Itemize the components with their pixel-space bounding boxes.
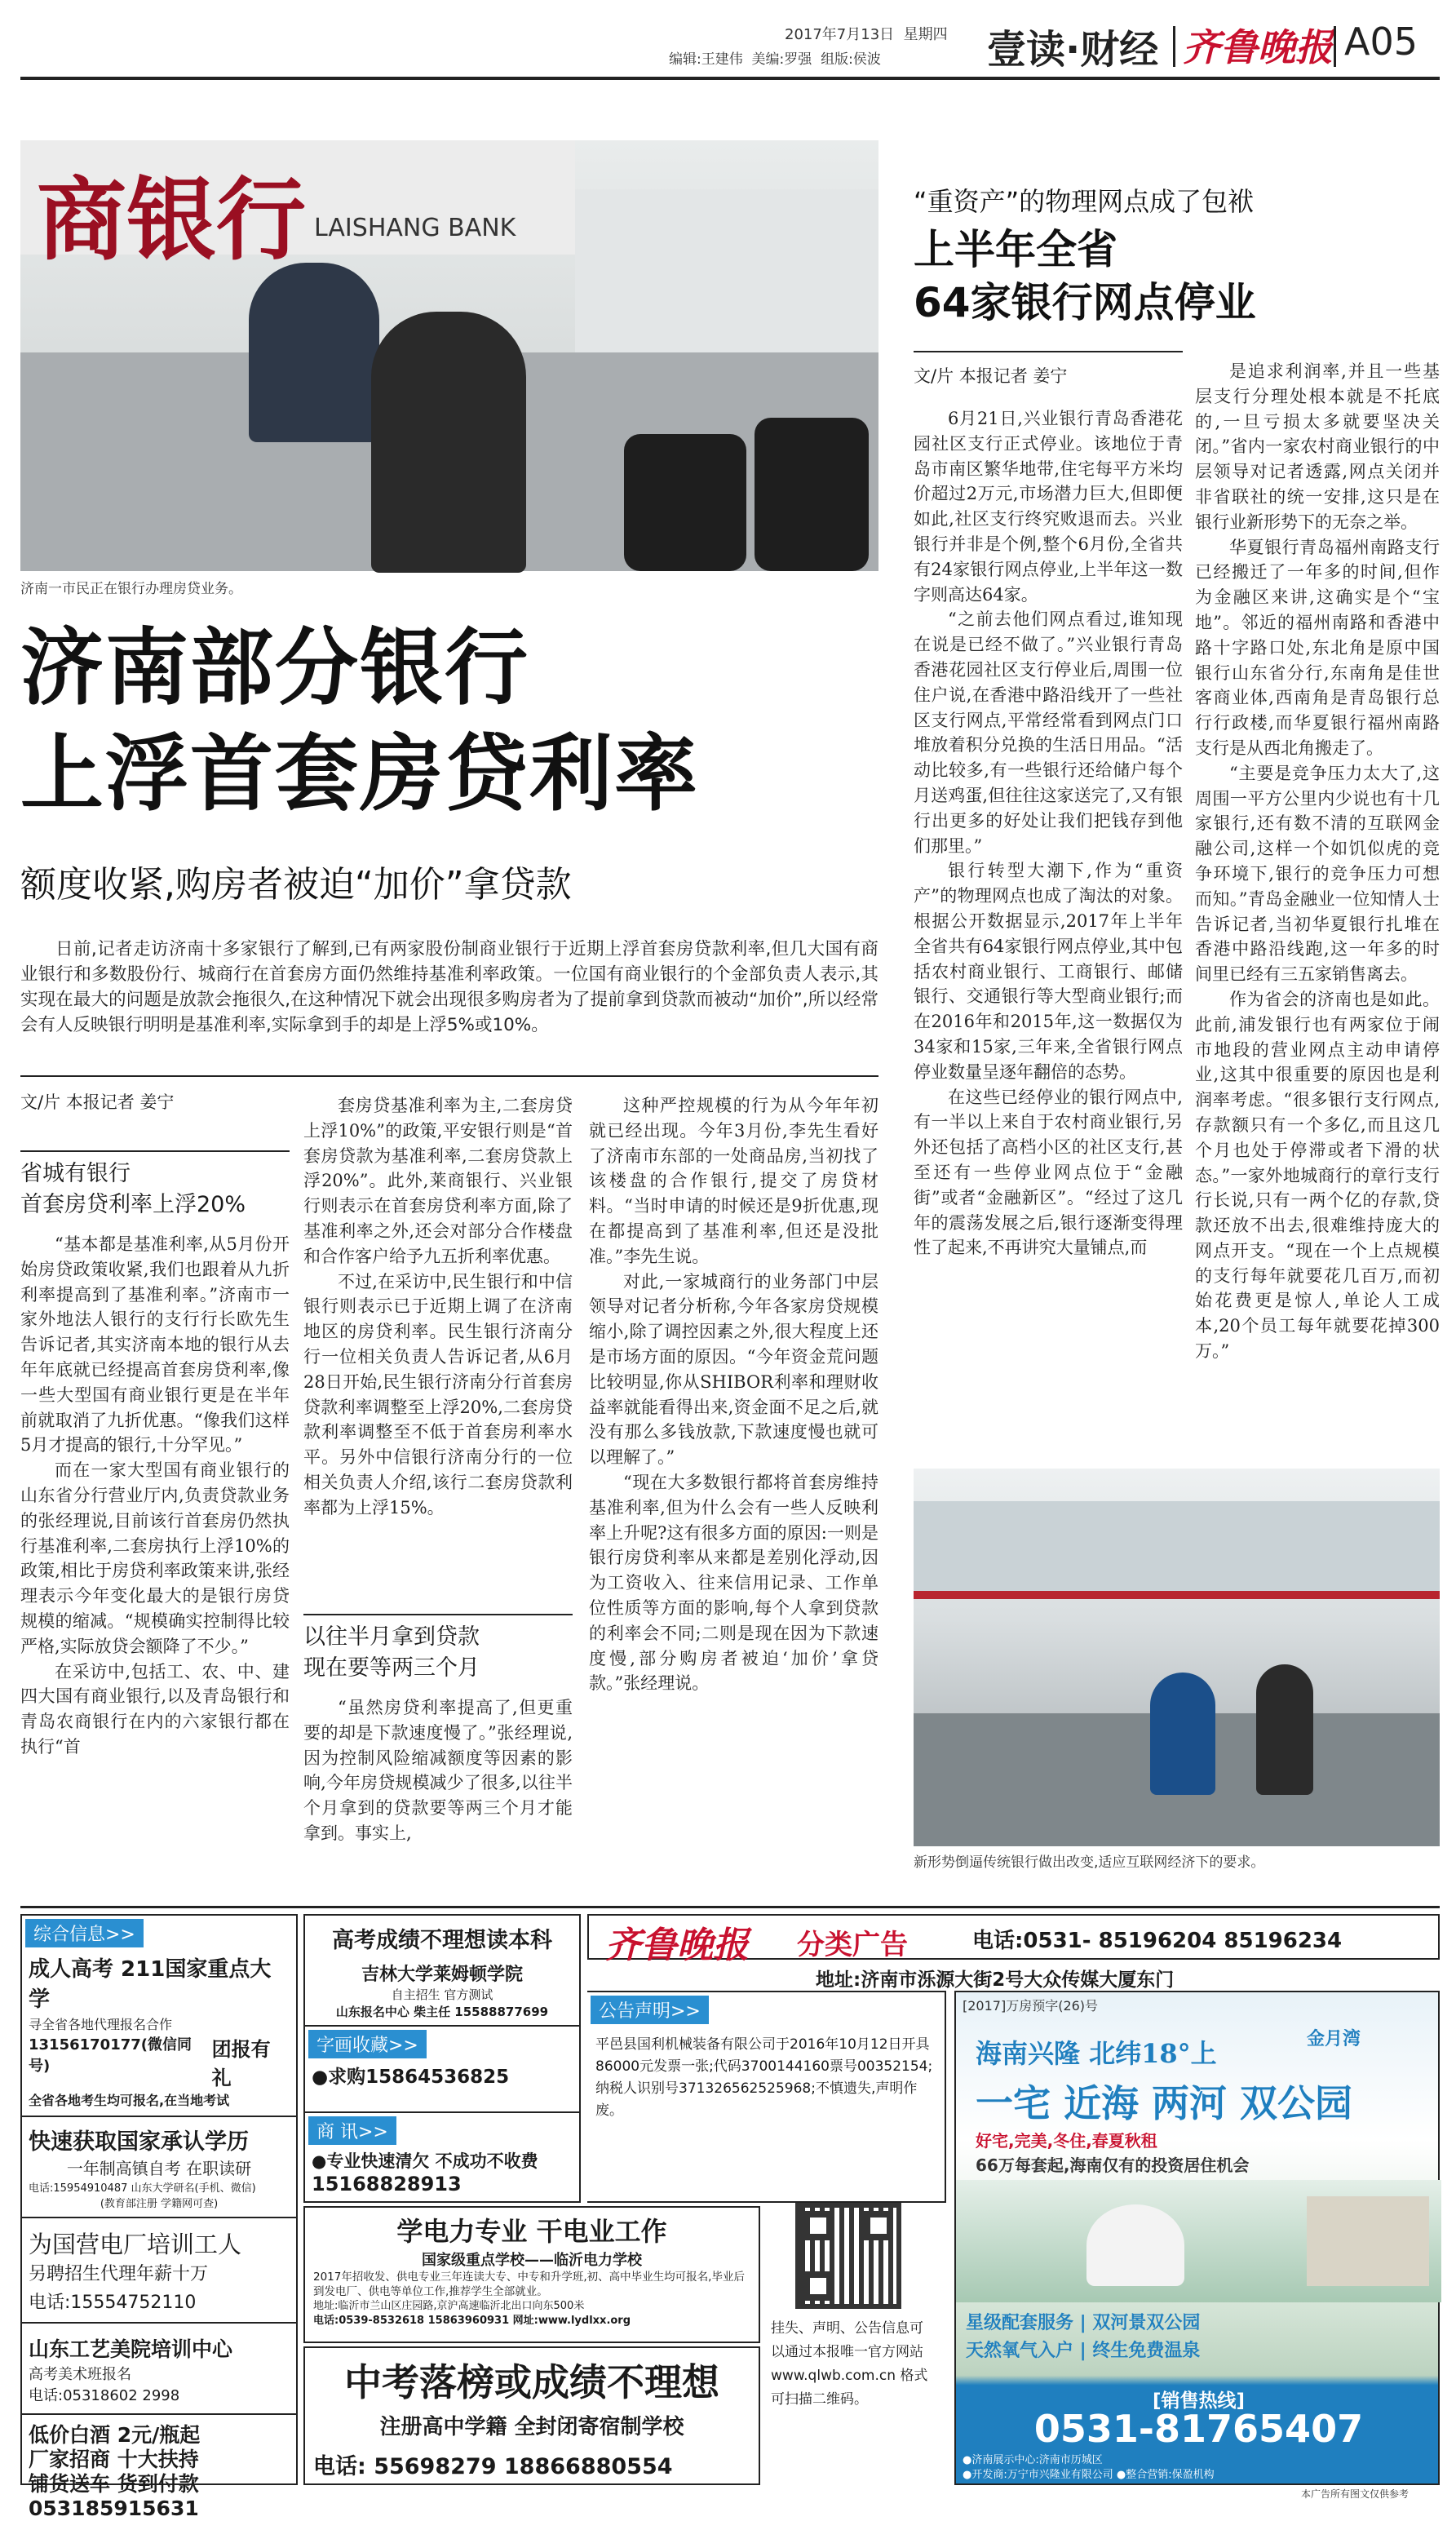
ad1-line5: 全省各地考生均可报名,在当地考试 — [22, 2090, 296, 2117]
masthead-divider — [1173, 26, 1175, 67]
ad-zhongkao — [303, 2346, 760, 2485]
photo-chair-2 — [755, 418, 869, 571]
ad1-row — [22, 2033, 296, 2090]
ad1-line2: 寻全省各地代理报名合作 — [29, 2017, 173, 2032]
main-c3-p2: 对此,一家城商行的业务部门中层领导对记者分析称,今年各家房贷规模缩小,除了调控因素之外,很大程度上还是市场方面的原因。“今年资金荒问题比较明显,你从SHIBOR利率和理财收益率就能看得出来,资金面不足之后,就没有那么多钱放款,下款速度慢也就可以理解了。” — [589, 1271, 878, 1468]
re-line6: 天然氧气入户 | 终生免费温泉 — [966, 2341, 1201, 2361]
zk-line3: 电话: 55698279 18866880554 — [313, 2454, 673, 2479]
re-brand: 金月湾 — [1307, 2029, 1361, 2049]
masthead-divider-2 — [1334, 26, 1336, 67]
re-line5: 星级配套服务 | 双河景双公园 — [966, 2313, 1201, 2333]
side-cb-p1: 是追求利润率,并且一些基层支行分理处根本就是不托底的,一旦亏损太多就要坚决关闭。”省内一家农村商业银行的中层领导对记者透露,网点关闭并非省联社的统一安排,这只是在银行业新形势下的无奈之举。 — [1195, 361, 1440, 532]
qr-code[interactable] — [795, 2203, 901, 2309]
ad2-line2: 一年制高镇自考 在职读研 — [66, 2159, 252, 2178]
re-hotline: 0531-81765407 — [1033, 2407, 1364, 2451]
ad4-line3: 电话:05318602 2998 — [22, 2384, 296, 2415]
ad-notice — [587, 1991, 946, 2203]
qr-finder-3 — [803, 2271, 833, 2301]
main-photo — [20, 140, 878, 571]
main-c3-p1: 这种严控规模的行为从今年年初就已经出现。今年3月份,李先生看好了济南市东部的一处商品房,当初找了该楼盘的合作银行,提交了房贷材料。“当时申请的时候还是9折优惠,现在都提高到了基准利率,但还是没批准。”李先生说。 — [589, 1096, 878, 1266]
ad4-line1: 山东工艺美院培训中心 — [29, 2337, 233, 2361]
side-photo-person-1 — [1150, 1673, 1215, 1795]
ads-top-rule — [20, 1906, 1440, 1908]
main-lead-text: 日前,记者走访济南十多家银行了解到,已有两家股份制商业银行于近期上浮首套房贷款利率,但几大国有商业银行和多数股份行、城商行在首套房方面仍然维持基准利率政策。一位国有商业银行的个金部负责人表示,其实现在最大的问题是放款会拖很久,在这种情况下就会出现很多购房者为了提前拿到贷款而被动“加价”,所以经常会有人反映银行明明是基准利率,实际拿到手的却是上浮5%或10%。 — [20, 939, 878, 1035]
side-column-a — [914, 406, 1183, 1467]
re-line9: ●济南展示中心:济南市历城区 — [963, 2454, 1103, 2466]
classified-address: 地址:济南市泺源大街2号大众传媒大厦东门 — [816, 1969, 1175, 1991]
main-photo-caption: 济南一市民正在银行办理房贷业务。 — [20, 581, 242, 597]
masthead-editor: 编辑:王建伟 — [669, 51, 743, 68]
main-lead — [20, 937, 878, 1038]
main-title-line2: 上浮首套房贷利率 — [20, 726, 699, 823]
re-line3: 好宅,完美,冬住,春夏秋租 — [976, 2131, 1157, 2151]
masthead-date-line — [785, 23, 972, 44]
masthead-logo: 齐鲁晚报 — [1183, 25, 1333, 69]
ad1-line1: 成人高考 211国家重点大学 — [29, 1957, 272, 2012]
ad-tag-notice: 公告声明>> — [591, 1996, 709, 2024]
masthead-date: 2017年7月13日 — [785, 26, 895, 43]
ad-tag-zixun: 字画收藏>> — [308, 2030, 427, 2058]
shangxun-line2: 15168828913 — [312, 2173, 462, 2195]
re-building — [1307, 2196, 1429, 2286]
zk-line1: 中考落榜或成绩不理想 — [344, 2360, 719, 2404]
re-deer-icon — [1086, 2204, 1184, 2286]
side-column-b — [1195, 359, 1440, 1469]
ad-tag-zonghe: 综合信息>> — [25, 1919, 144, 1947]
ad5-line1: 低价白酒 2元/瓶起 — [29, 2423, 201, 2447]
main-c1-p2: 而在一家大型国有商业银行的山东省分行营业厅内,负责贷款业务的张经理说,目前该行首套房仍然执行基准利率,二套房执行上浮10%的政策,相比于房贷利率政策来讲,张经理表示今年变化最大的是银行房贷规模的缩减。“规模确实控制得比较严格,实际放贷会额降了不少。” — [20, 1460, 290, 1656]
side-photo — [914, 1469, 1440, 1846]
main-byline: 文/片 本报记者 姜宁 — [20, 1092, 175, 1112]
ad5-line4: 053185915631 — [29, 2497, 199, 2520]
ad4-line2: 高考美术班报名 — [29, 2366, 131, 2383]
side-photo-person-2 — [1256, 1664, 1313, 1795]
ad-real-estate — [954, 1991, 1440, 2485]
ad2-line3: 电话:15954910487 山东大学研名(手机、微信) — [29, 2182, 256, 2195]
masthead-section: 壹读·财经 — [987, 27, 1159, 73]
main-subtitle: 额度收紧,购房者被迫“加价”拿贷款 — [20, 864, 572, 906]
main-column-1 — [20, 1232, 290, 1901]
ad3-line1: 为国营电厂培训工人 — [29, 2231, 242, 2258]
photo-person-customer — [371, 312, 526, 573]
classified-header — [587, 1914, 1440, 1966]
mid-ad-line1: 高考成绩不理想读本科 — [332, 1928, 552, 1953]
main-subhead-1: 省城有银行 首套房贷利率上浮20% — [20, 1150, 290, 1221]
ad-column-mid-top — [303, 1914, 581, 2113]
side-rule — [914, 351, 1183, 352]
re-line10: ●开发商:万宁市兴隆业有限公司 ●整合营销:保盈机构 — [963, 2469, 1215, 2481]
masthead-proof: 组版:侯波 — [821, 51, 881, 68]
bank-sign-text: 商银行 — [37, 168, 306, 272]
qr-finder-2 — [864, 2211, 893, 2240]
qr-finder-1 — [803, 2211, 833, 2240]
shangxun-line1: ●专业快速清欠 不成功不收费 — [312, 2151, 538, 2171]
re-line7: [销售热线] — [1152, 2390, 1246, 2412]
page-number: A05 — [1344, 20, 1418, 64]
side-ca-p4: 在这些已经停业的银行网点中,有一半以上来自于农村商业银行,另外还包括了高档小区的社区支行,甚至还有一些停业网点位于“金融街”或者“金融新区”。“经过了这几年的震荡发展之后,银行逐渐变得理性了起来,不再讲究大量铺点,而 — [914, 1087, 1183, 1258]
ad1-line3: 13156170177(微信同号) — [29, 2036, 192, 2075]
photo-chair — [624, 434, 746, 571]
elec-line3: 2017年招收发、供电专业三年连读大专、中专和升学班,初、高中毕业生均可报名,毕业后到发电厂、供电等单位工作,推荐学生全部就业。 — [313, 2271, 745, 2298]
side-photo-banner — [914, 1591, 1440, 1599]
side-title-line2: 64家银行网点停业 — [914, 279, 1256, 326]
mid-ad-line3: 自主招生 官方测试 — [391, 1987, 493, 2002]
qr-caption: 挂失、声明、公告信息可以通过本报唯一官方网站 www.qlwb.com.cn 格式可扫描二维码。 — [771, 2320, 928, 2408]
main-column-3 — [589, 1093, 878, 1901]
main-c3-p3: “现在大多数银行都将首套房维持基准利率,但为什么会有一些人反映利率上升呢?这有很多方面的原因:一则是银行房贷利率从来都是差别化浮动,因为工资收入、往来信用记录、工作单位性质等方面的影响,每个人拿到贷款的利率会不同;二则是现在因为下款速度慢,部分购房者被迫‘加价’拿贷款。”张经理说。 — [589, 1472, 878, 1694]
bank-sign-en: LAISHANG BANK — [314, 214, 516, 242]
main-c2-p1: 套房贷基准利率为主,二套房贷上浮10%”的政策,平安银行则是“首套房贷款为基准利率,二套房贷款上浮20%”。此外,莱商银行、兴业银行则表示在首套房贷利率方面,除了基准利率之外,还会对部分合作楼盘和合作客户给予九五折利率优惠。 — [303, 1096, 573, 1266]
main-c2-p2: 不过,在采访中,民生银行和中信银行则表示已于近期上调了在济南地区的房贷利率。民生银行济南分行一位相关负责人告诉记者,从6月28日开始,民生银行济南分行首套房贷款利率调整至上浮20%,二套房贷款利率调整至不低于首套房利率水平。另外中信银行济南分行的一位相关负责人介绍,该行二套房贷款利率都为上浮15%。 — [303, 1271, 573, 1517]
zk-line2: 注册高中学籍 全封闭寄宿制学校 — [379, 2415, 684, 2439]
main-title-line1: 济南部分银行 — [20, 620, 529, 717]
classified-logo: 齐鲁晚报 — [605, 1925, 749, 1966]
mid-ad-line2: 吉林大学莱姆顿学院 — [361, 1965, 523, 1985]
ad-tag-shangxun: 商 讯>> — [308, 2116, 396, 2145]
main-c2b-p1: “虽然房贷利率提高了,但更重要的却是下款速度慢了。”张经理说,因为控制风险缩减额度等因素的影响,今年房贷规模减少了很多,以往半个月拿到的贷款要等两三个月才能拿到。事实上, — [303, 1698, 573, 1843]
ad5-line2: 厂家招商 十大扶持 — [29, 2448, 199, 2471]
elec-line4: 地址:临沂市兰山区庄园路,京沪高速临沂北出口向东500米 — [313, 2300, 585, 2312]
side-kicker: “重资产”的物理网点成了包袱 — [914, 186, 1255, 217]
side-ca-p1: 6月21日,兴业银行青岛香港花园社区支行正式停业。该地位于青岛市南区繁华地带,住宅每平方米均价超过2万元,市场潜力巨大,但即便如此,社区支行终究败退而去。兴业银行并非是个例,整个6月份,全省共有24家银行网点停业,上半年这一数字则高达64家。 — [914, 409, 1183, 605]
masthead-weekday: 星期四 — [903, 26, 948, 43]
zixun-line1: ●求购15864536825 — [312, 2067, 510, 2088]
side-cb-p4: 作为省会的济南也是如此。此前,浦发银行也有两家位于闹市地段的营业网点主动申请停业,这其中很重要的原因也是利润率考虑。“很多银行支行网点,存款额只有一个多亿,而且这几个月也处于停滞或者下滑的状态。”一家外地城商行的章行支行行长说,只有一两个亿的存款,贷款还放不出去,很难维持庞大的网点开支。“现在一个上点规模的支行每年就要花几百万,而初始花费更是惊人,单论人工成本,20个员工每年就要花掉300万。” — [1195, 989, 1440, 1362]
re-scene — [956, 2180, 1441, 2302]
main-subhead-2: 以往半月拿到贷款 现在要等两三个月 — [303, 1614, 573, 1684]
elec-line5: 电话:0539-8532618 15863960931 网址:www.lydlxx.org — [313, 2315, 631, 2327]
ad-electric — [303, 2206, 760, 2343]
photo-person-teller — [249, 263, 379, 442]
side-cb-p2: 华夏银行青岛福州南路支行已经搬迁了一年多的时间,但作为金融区来讲,这确实是个“宝地”。邻近的福州南路和香港中路十字路口处,东北角是原中国银行山东省分行,东南角是佳世客商业体,西南角是青岛银行总行行政楼,而华夏银行福州南路支行是从西北角搬走了。 — [1195, 537, 1440, 758]
re-line1: 海南兴隆 北纬18°上 — [976, 2038, 1217, 2069]
re-disclaimer: 本广告所有图文仅供参考 — [1301, 2488, 1410, 2500]
side-title-line1: 上半年全省 — [914, 226, 1117, 273]
masthead-rule — [20, 77, 1440, 80]
ad3-line2: 另聘招生代理年薪十万 — [29, 2264, 209, 2284]
lead-rule — [20, 1075, 878, 1077]
main-column-2a — [303, 1093, 573, 1591]
classified-tel: 电话:0531- 85196204 85196234 — [972, 1929, 1343, 1953]
main-c1-p3: 在采访中,包括工、农、中、建四大国有商业银行,以及青岛银行和青岛农商银行在内的六家银行都在执行“首 — [20, 1661, 290, 1757]
re-line4: 66万每套起,海南仅有的投资居住机会 — [976, 2155, 1250, 2175]
masthead-credits — [669, 47, 979, 68]
side-byline: 文/片 本报记者 姜宁 — [914, 366, 1068, 386]
main-c1-p1: “基本都是基准利率,从5月份开始房贷政策收紧,我们也跟着从九折利率提高到了基准利率。”济南市一家外地法人银行的支行行长欧先生告诉记者,其实济南本地的银行从去年年底就已经提高首套房贷利率,像一些大型国有商业银行更是在半年前就取消了九折优惠。“像我们这样5月才提高的银行,十分罕见。” — [20, 1234, 290, 1455]
elec-line2: 国家级重点学校——临沂电力学校 — [422, 2252, 642, 2269]
side-cb-p3: “主要是竞争压力太大了,这周围一平方公里内少说也有十几家银行,还有数不清的互联网金融公司,这样一个如饥似虎的竞争环境下,银行的竞争压力可想而知。”青岛金融业一位知情人士告诉记者,当初华夏银行扎堆在香港中路沿线跑,这一年多的时间里已经有三五家销售离去。 — [1195, 763, 1440, 985]
ad-shangxun — [303, 2113, 581, 2203]
re-line2: 一宅 近海 两河 双公园 — [976, 2081, 1353, 2125]
ad-column-left — [20, 1914, 298, 2520]
ad2-line1: 快速获取国家承认学历 — [29, 2129, 249, 2155]
main-column-2b — [303, 1695, 573, 1899]
ad2-line4: (教育部注册 学籍网可查) — [22, 2195, 296, 2218]
side-photo-caption: 新形势倒逼传统银行做出改变,适应互联网经济下的要求。 — [914, 1854, 1265, 1871]
mid-ad-line4: 山东报名中心 柴主任 15588877699 — [305, 2003, 579, 2027]
re-permit: [2017]万房预字(26)号 — [963, 1998, 1099, 2014]
ad5-line3: 铺货送车 货到付款 — [29, 2472, 199, 2496]
masthead-designer: 美编:罗强 — [751, 51, 812, 68]
side-ca-p3: 银行转型大潮下,作为“重资产”的物理网点也成了淘汰的对象。根据公开数据显示,2017年上半年全省共有64家银行网点停业,其中包括农村商业银行、工商银行、邮储银行、交通银行等大型商业银行;而在2016年和2015年,这一数据仅为34家和15家,三年来,全省银行网点停业数量呈逐年翻倍的态势。 — [914, 861, 1183, 1082]
side-photo-windows — [914, 1501, 1440, 1591]
side-ca-p2: “之前去他们网点看过,谁知现在说是已经不做了。”兴业银行青岛香港花园社区支行停业后,周围一位住户说,在香港中路沿线开了一些社区支行网点,平常经常看到网点门口堆放着积分兑换的生活日用品。“活动比较多,有一些银行还给储户每个月送鸡蛋,但往往这家送完了,又有银行出更多的好处让我们把钱存到他们那里。” — [914, 609, 1183, 856]
elec-line1: 学电力专业 干电业工作 — [396, 2216, 667, 2247]
notice-text: 平邑县国利机械装备有限公司于2016年10月12日开具86000元发票一张;代码3700144160票号00352154;纳税人识别号371326562525968;不慎遗失,声明作废。 — [595, 2036, 933, 2119]
classified-title: 分类广告 — [797, 1929, 908, 1961]
ad3-line3: 电话:15554752110 — [22, 2285, 296, 2324]
ad1-line4: 团报有礼 — [211, 2038, 271, 2089]
